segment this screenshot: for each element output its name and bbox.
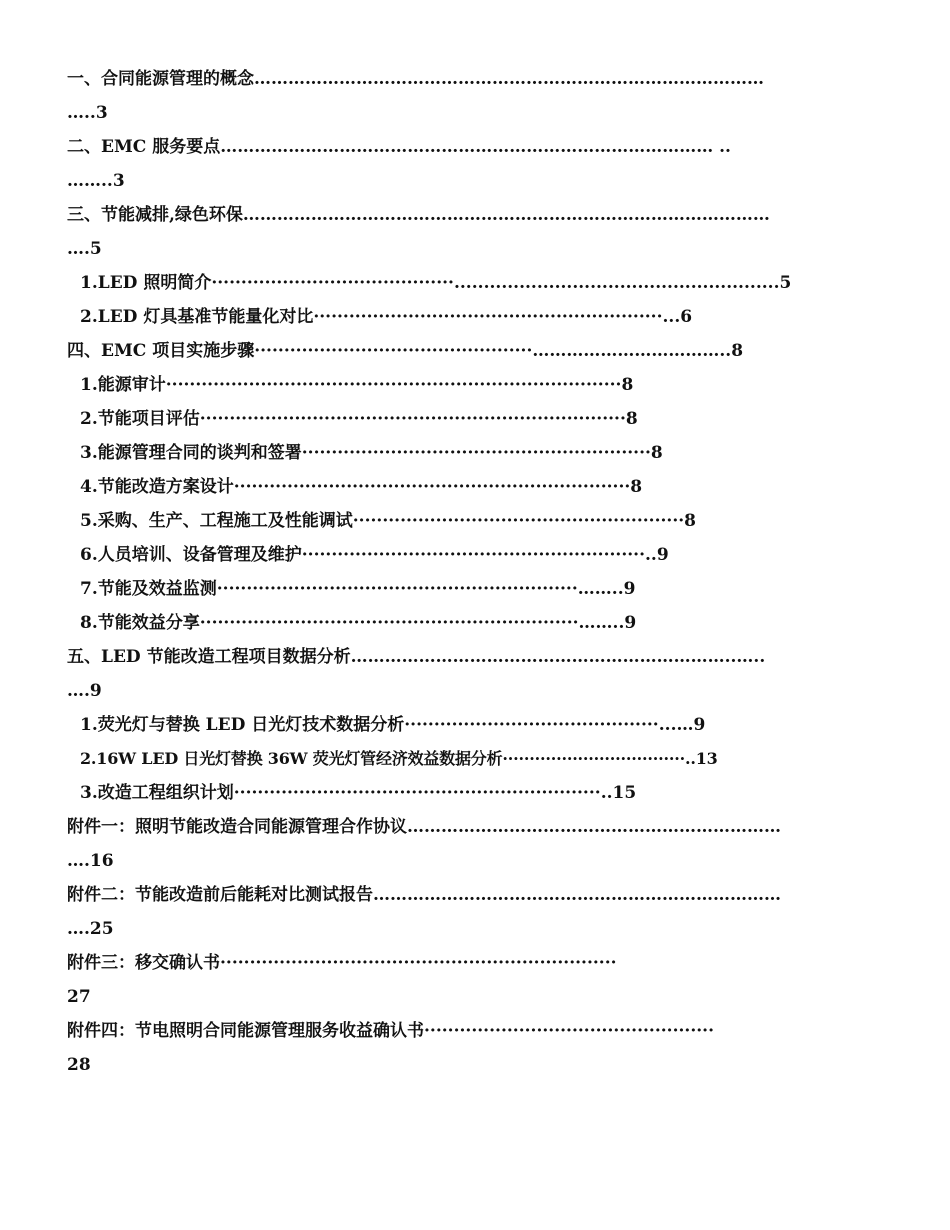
toc-subentry-4-3: 3.能源管理合同的谈判和签署···························································8 — [80, 443, 663, 463]
toc-subentry-4-6: 6.人员培训、设备管理及维护··························································..9 — [80, 545, 669, 565]
toc-entry-2: 二、EMC 服务要点…………………………………………………………………………… .. — [67, 137, 731, 157]
toc-entry-5: 五、LED 节能改造工程项目数据分析…………………………………………………………..….. — [67, 647, 766, 667]
toc-subentry-4-4: 4.节能改造方案设计···································································8 — [80, 477, 643, 497]
toc-entry-3: 三、节能减排,绿色环保………………………………………………………………………………… — [67, 205, 770, 225]
toc-appendix-2: 附件二：节能改造前后能耗对比测试报告……………………………………………………………… — [67, 885, 781, 905]
toc-entry-1-page: …..3 — [67, 103, 108, 123]
toc-appendix-1-page: ….16 — [67, 851, 114, 871]
toc-subentry-5-3: 3.改造工程组织计划······························································..15 — [80, 783, 637, 803]
toc-subentry-4-2: 2.节能项目评估········································································8 — [80, 409, 638, 429]
toc-subentry-4-7: 7.节能及效益监测·····························································……..9 — [80, 579, 636, 599]
toc-subentry-4-1: 1.能源审计·············································································8 — [80, 375, 634, 395]
toc-entry-2-page: ……..3 — [67, 171, 125, 191]
toc-entry-5-page: ….9 — [67, 681, 102, 701]
toc-appendix-4: 附件四：节电照明合同能源管理服务收益确认书················································· — [67, 1021, 715, 1041]
toc-entry-1: 一、合同能源管理的概念……………………………………………………………………………… — [67, 69, 764, 89]
toc-subentry-5-2: 2.16W LED 日光灯替换 36W 荧光灯管经济效益数据分析··································..13 — [80, 749, 718, 768]
toc-subentry-4-5: 5.采购、生产、工程施工及性能调试························································8 — [80, 511, 697, 531]
toc-appendix-2-page: ….25 — [67, 919, 114, 939]
toc-subentry-5-1: 1.荧光灯与替换 LED 日光灯技术数据分析···········································...…9 — [80, 715, 706, 735]
toc-subentry-3-1: 1.LED 照明简介·········································.......................................................5 — [80, 273, 792, 293]
toc-appendix-3-page: 27 — [67, 987, 91, 1007]
toc-subentry-4-8: 8.节能效益分享································································……..9 — [80, 613, 637, 633]
toc-appendix-4-page: 28 — [67, 1055, 91, 1075]
toc-entry-3-page: ….5 — [67, 239, 102, 259]
toc-appendix-1: 附件一：照明节能改造合同能源管理合作协议………………………………………………………… — [67, 817, 781, 837]
toc-appendix-3: 附件三：移交确认书··································································· — [67, 953, 617, 973]
toc-subentry-3-2: 2.LED 灯具基准节能量化对比···························································...6 — [80, 307, 693, 327]
toc-entry-4: 四、EMC 项目实施步骤···············································……………………………..8 — [67, 341, 744, 361]
table-of-contents — [67, 62, 885, 1082]
